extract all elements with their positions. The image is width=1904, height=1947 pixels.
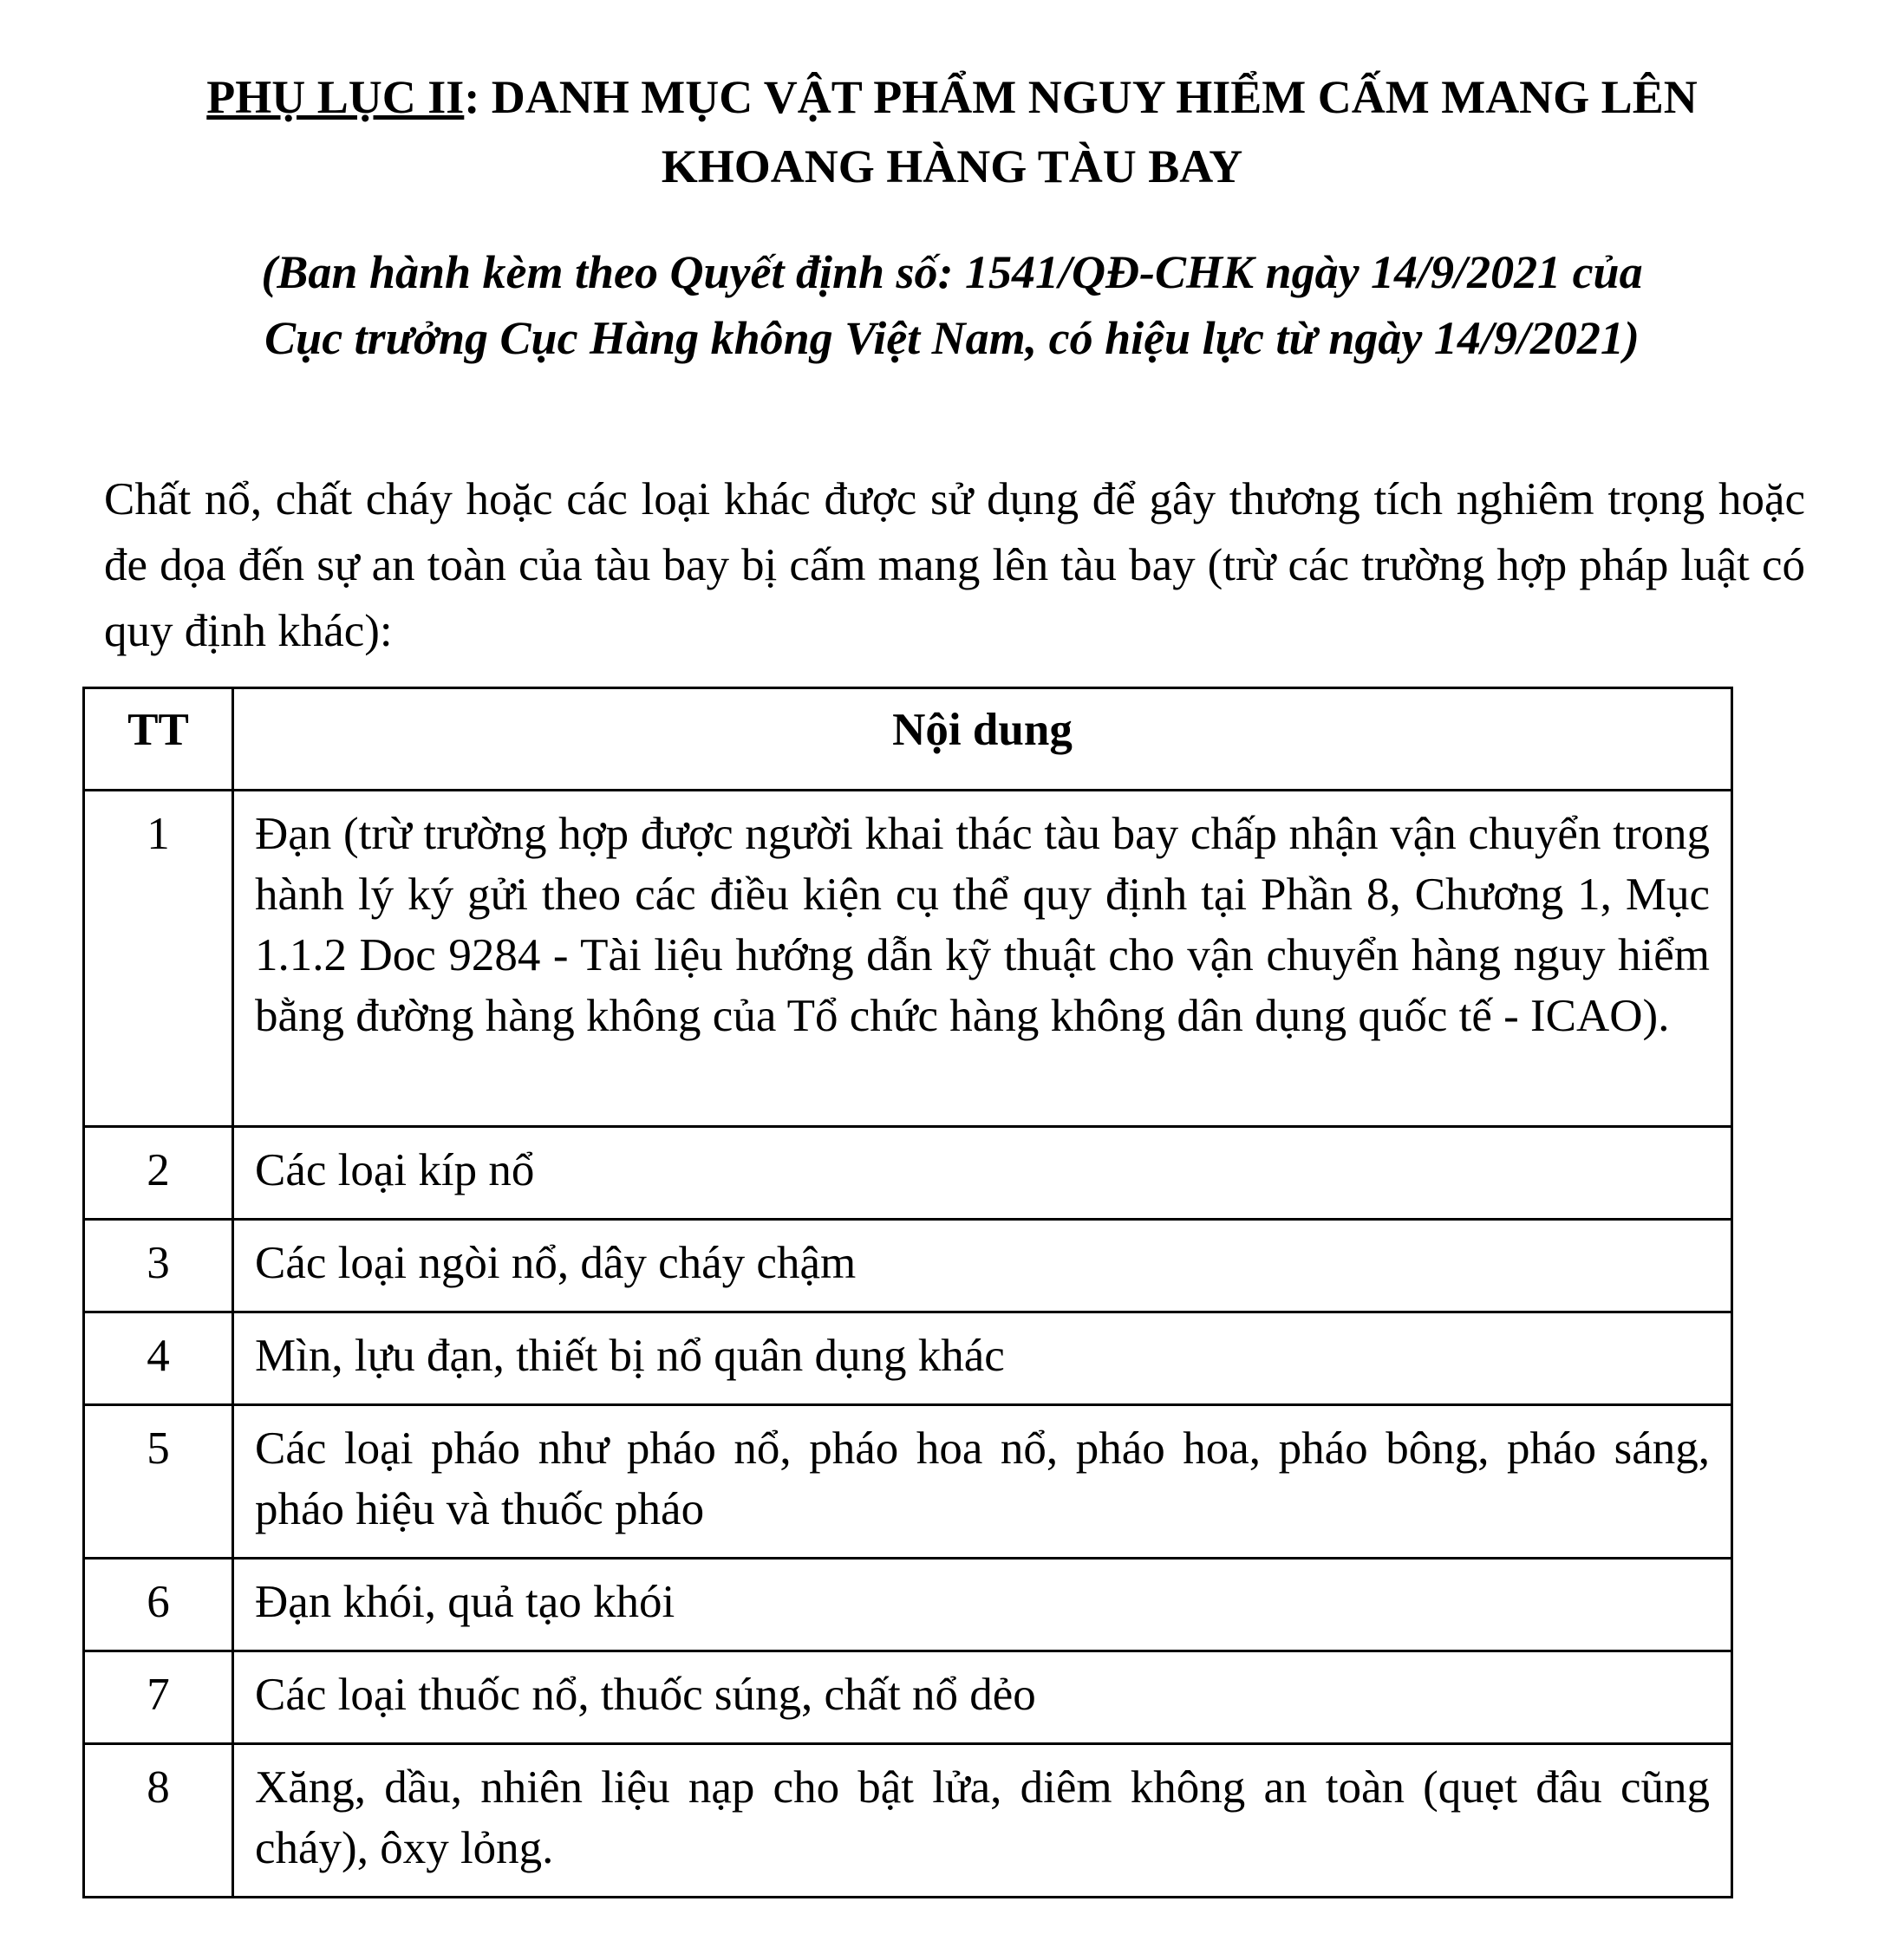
row-content: Đạn (trừ trường hợp được người khai thác tàu bay chấp nhận vận chuyển trong hành lý ký gửi theo các điều kiện cụ thể quy định tại Phần 8, Chương 1, Mục 1.1.2 Doc 9284 - Tài liệu hướng dẫn kỹ thuật cho vận chuyển hàng nguy hiểm bằng đường hàng không của Tổ chức hàng không dân dụng quốc tế - ICAO). xyxy=(233,791,1732,1127)
page-title xyxy=(104,62,1800,201)
row-content: Các loại ngòi nổ, dây cháy chậm xyxy=(233,1220,1732,1312)
prohibited-items-table xyxy=(82,687,1733,1898)
intro-paragraph: Chất nổ, chất cháy hoặc các loại khác được sử dụng để gây thương tích nghiêm trọng hoặc đe dọa đến sự an toàn của tàu bay bị cấm mang lên tàu bay (trừ các trường hợp pháp luật có quy định khác): xyxy=(104,474,1805,656)
table-row xyxy=(84,1220,1732,1312)
column-header-tt: TT xyxy=(84,688,233,791)
row-number: 7 xyxy=(84,1651,233,1744)
column-header-content: Nội dung xyxy=(233,688,1732,791)
table-row xyxy=(84,1744,1732,1898)
table-row xyxy=(84,1559,1732,1651)
row-number: 8 xyxy=(84,1744,233,1898)
row-content: Mìn, lựu đạn, thiết bị nổ quân dụng khác xyxy=(233,1312,1732,1405)
row-number: 3 xyxy=(84,1220,233,1312)
row-content: Các loại thuốc nổ, thuốc súng, chất nổ dẻo xyxy=(233,1651,1732,1744)
table-row xyxy=(84,1405,1732,1559)
row-number: 4 xyxy=(84,1312,233,1405)
row-number: 6 xyxy=(84,1559,233,1651)
issuance-note-line-1: (Ban hành kèm theo Quyết định số: 1541/QĐ-CHK ngày 14/9/2021 của xyxy=(261,246,1643,298)
title-prefix: PHỤ LỤC II xyxy=(206,71,465,123)
row-content: Các loại kíp nổ xyxy=(233,1127,1732,1220)
table-row xyxy=(84,1312,1732,1405)
issuance-note-line-2: Cục trưởng Cục Hàng không Việt Nam, có hiệu lực từ ngày 14/9/2021) xyxy=(264,312,1640,364)
row-number: 2 xyxy=(84,1127,233,1220)
table-header-row xyxy=(84,688,1732,791)
row-content: Đạn khói, quả tạo khói xyxy=(233,1559,1732,1651)
row-number: 5 xyxy=(84,1405,233,1559)
title-text: : DANH MỤC VẬT PHẨM NGUY HIỂM CẤM MANG LÊN KHOANG HÀNG TÀU BAY xyxy=(464,71,1698,192)
row-content: Các loại pháo như pháo nổ, pháo hoa nổ, pháo hoa, pháo bông, pháo sáng, pháo hiệu và thuốc pháo xyxy=(233,1405,1732,1559)
table-row xyxy=(84,1651,1732,1744)
table-row xyxy=(84,791,1732,1127)
row-content: Xăng, dầu, nhiên liệu nạp cho bật lửa, diêm không an toàn (quẹt đâu cũng cháy), ôxy lỏng. xyxy=(233,1744,1732,1898)
table-row xyxy=(84,1127,1732,1220)
issuance-note xyxy=(104,239,1800,371)
row-number: 1 xyxy=(84,791,233,1127)
